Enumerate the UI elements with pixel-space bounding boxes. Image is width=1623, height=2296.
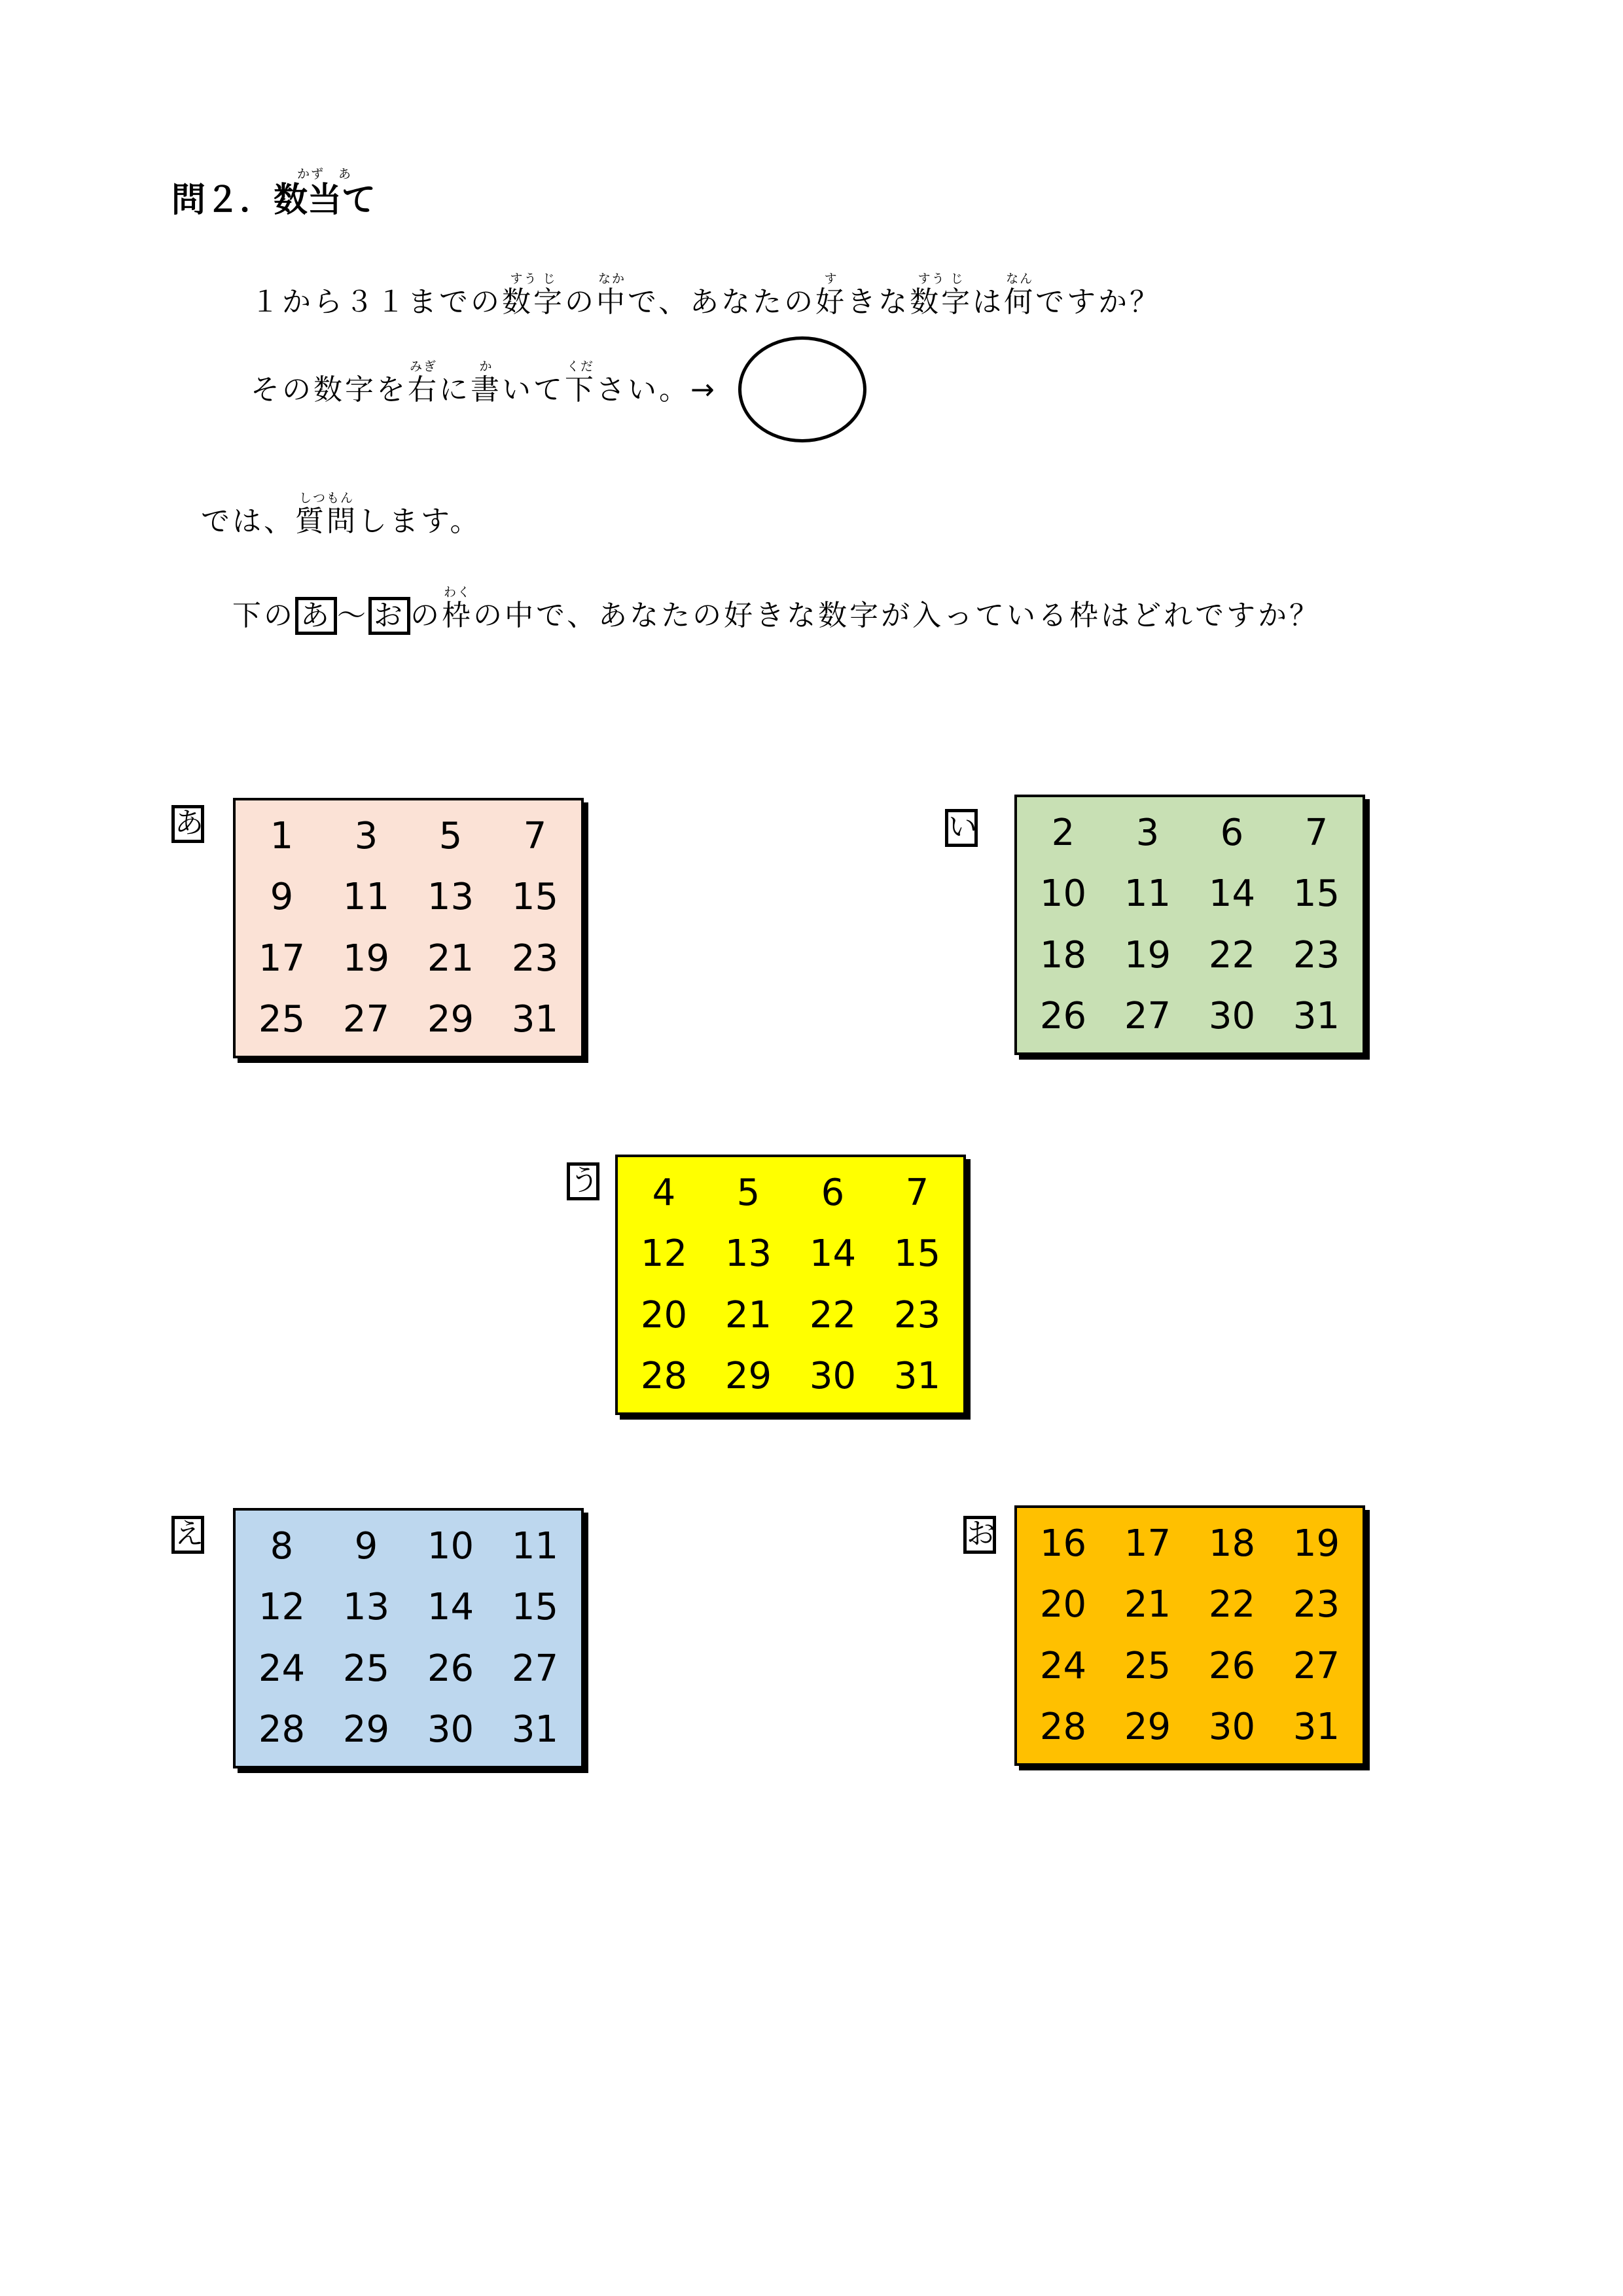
card-number: 11 [511, 1524, 559, 1568]
furigana: しつもん [298, 491, 355, 505]
card-number: 29 [342, 1708, 390, 1751]
card-number: 1 [270, 814, 294, 857]
card-number: 3 [1135, 811, 1160, 854]
card-number: 30 [1208, 995, 1256, 1038]
card-number: 14 [1208, 872, 1256, 916]
card-number: 13 [342, 1586, 390, 1629]
card-number: 23 [1293, 933, 1340, 977]
card-number: 31 [893, 1355, 941, 1398]
card-number: 26 [1039, 995, 1087, 1038]
card-number: 28 [1039, 1706, 1087, 1749]
card-i[interactable] [1014, 795, 1365, 1055]
card-number: 31 [1293, 1706, 1340, 1749]
card-number: 30 [809, 1355, 857, 1398]
card-number: 23 [1293, 1583, 1340, 1626]
card-number: 26 [1208, 1644, 1256, 1687]
box-label-a: あ [295, 597, 337, 635]
card-number: 26 [427, 1647, 474, 1690]
card-number: 23 [893, 1293, 941, 1336]
card-number: 6 [1220, 811, 1244, 854]
card-number: 5 [438, 814, 463, 857]
card-number: 15 [1293, 872, 1340, 916]
card-number: 7 [523, 814, 547, 857]
card-number: 18 [1039, 933, 1087, 977]
card-number: 10 [427, 1524, 474, 1568]
card-number: 11 [342, 876, 390, 919]
card-number: 15 [893, 1232, 941, 1276]
card-number: 24 [258, 1647, 306, 1690]
card-label-o: お [963, 1516, 996, 1554]
card-number: 31 [511, 1708, 559, 1751]
furigana: か [479, 359, 493, 374]
card-number: 2 [1051, 811, 1075, 854]
card-number: 29 [1124, 1706, 1171, 1749]
card-number: 25 [258, 998, 306, 1041]
title-furigana: かず あ [297, 167, 353, 181]
card-number: 31 [511, 998, 559, 1041]
card-number: 29 [724, 1355, 772, 1398]
card-number: 13 [724, 1232, 772, 1276]
card-number: 28 [640, 1355, 688, 1398]
card-number: 21 [427, 937, 474, 980]
card-number: 30 [1208, 1706, 1256, 1749]
card-number: 22 [1208, 1583, 1256, 1626]
card-number: 5 [736, 1171, 760, 1214]
card-number: 29 [427, 998, 474, 1041]
card-number: 17 [258, 937, 306, 980]
card-number: 19 [342, 937, 390, 980]
card-number: 12 [640, 1232, 688, 1276]
card-number: 14 [809, 1232, 857, 1276]
furigana: すう じ [918, 272, 965, 286]
box-label-o: お [368, 597, 410, 635]
card-u[interactable] [615, 1155, 966, 1415]
intro-line: では、 しつもん 質問します。 [201, 491, 482, 538]
card-number: 25 [342, 1647, 390, 1690]
card-label-e: え [171, 1516, 204, 1554]
card-number: 12 [258, 1586, 306, 1629]
card-number: 24 [1039, 1644, 1087, 1687]
card-number: 16 [1039, 1522, 1087, 1565]
furigana: みぎ [409, 359, 438, 374]
question-number: 問２． [171, 181, 274, 220]
card-number: 27 [1124, 995, 1171, 1038]
card-number: 27 [511, 1647, 559, 1690]
question-line-favorite-number: １から３１までの すう じ 数字の なか 中で、あなたの す 好きな すう じ 数字は なん 何ですか？ [251, 272, 1162, 319]
furigana: なん [1006, 272, 1034, 286]
card-number: 13 [427, 876, 474, 919]
title-word: かず あ 数当て [274, 167, 376, 220]
card-number: 11 [1124, 872, 1171, 916]
card-number: 7 [1304, 811, 1329, 854]
card-o[interactable] [1014, 1505, 1365, 1766]
card-a[interactable] [233, 798, 584, 1058]
furigana: す [824, 272, 838, 286]
card-number: 8 [270, 1524, 294, 1568]
answer-circle[interactable] [738, 336, 866, 442]
card-number: 25 [1124, 1644, 1171, 1687]
card-number: 6 [821, 1171, 845, 1214]
card-label-a: あ [171, 805, 204, 843]
card-number: 7 [905, 1171, 929, 1214]
card-number: 21 [1124, 1583, 1171, 1626]
card-number: 21 [724, 1293, 772, 1336]
card-number: 27 [1293, 1644, 1340, 1687]
card-number: 18 [1208, 1522, 1256, 1565]
card-number: 15 [511, 1586, 559, 1629]
question-title [171, 167, 376, 220]
furigana: くだ [566, 359, 595, 374]
card-label-i: い [945, 809, 978, 847]
furigana: すう じ [510, 272, 557, 286]
furigana: なか [597, 272, 626, 286]
card-number: 20 [1039, 1583, 1087, 1626]
card-number: 17 [1124, 1522, 1171, 1565]
card-number: 22 [809, 1293, 857, 1336]
card-number: 19 [1124, 933, 1171, 977]
card-number: 20 [640, 1293, 688, 1336]
furigana: わく [443, 585, 472, 600]
card-e[interactable] [233, 1508, 584, 1768]
card-label-u: う [567, 1162, 599, 1200]
question-line-write-number: その数字を みぎ 右に か 書いて くだ 下さい。→ [251, 359, 717, 406]
card-number: 28 [258, 1708, 306, 1751]
card-number: 23 [511, 937, 559, 980]
card-number: 27 [342, 998, 390, 1041]
card-number: 9 [270, 876, 294, 919]
card-number: 4 [652, 1171, 676, 1214]
card-number: 31 [1293, 995, 1340, 1038]
instruction-line: 下の あ ～ お の わく 枠の中で、あなたの好きな数字が入っている枠はどれですか？ [232, 597, 1321, 635]
card-number: 22 [1208, 933, 1256, 977]
card-number: 9 [354, 1524, 378, 1568]
card-number: 14 [427, 1586, 474, 1629]
card-number: 15 [511, 876, 559, 919]
card-number: 10 [1039, 872, 1087, 916]
card-number: 19 [1293, 1522, 1340, 1565]
card-number: 30 [427, 1708, 474, 1751]
card-number: 3 [354, 814, 378, 857]
